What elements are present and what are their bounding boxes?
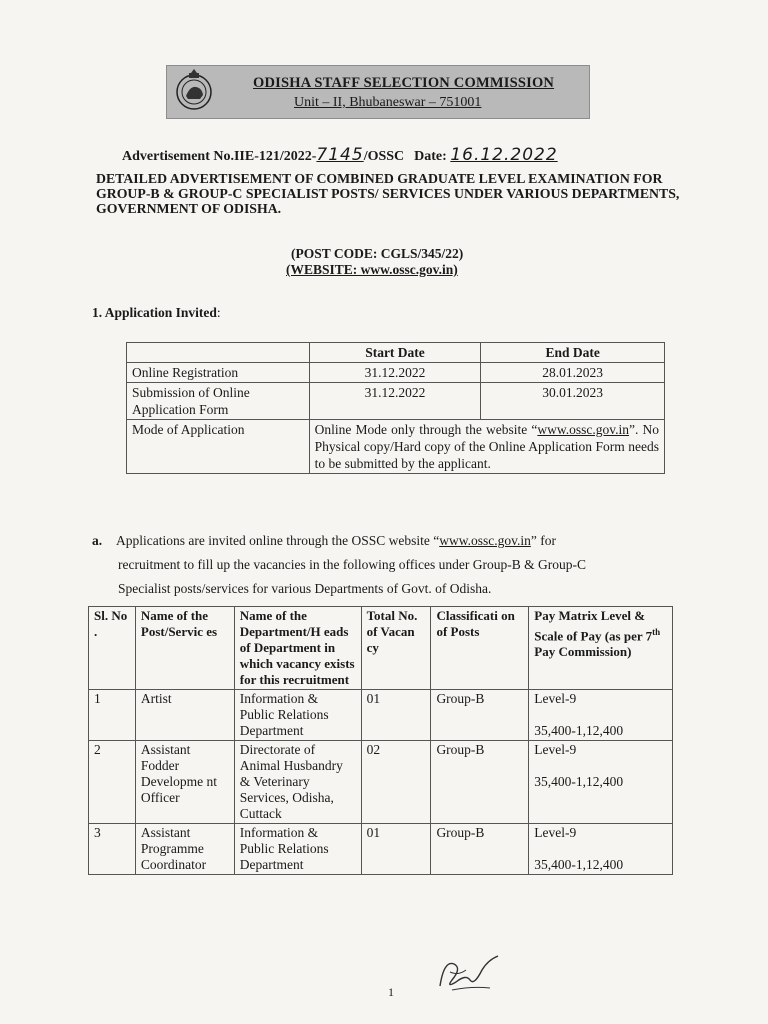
vacancy-table bbox=[88, 606, 673, 875]
schedule-end: 28.01.2023 bbox=[481, 363, 665, 383]
signature-icon bbox=[432, 950, 502, 996]
date-label: Date: bbox=[414, 149, 447, 164]
header-sl: Sl. No . bbox=[89, 607, 136, 690]
cell-post: Assistant Fodder Developme nt Officer bbox=[135, 741, 234, 824]
table-row bbox=[127, 363, 665, 383]
mode-text-start: Online Mode only through the website “ bbox=[314, 422, 538, 437]
schedule-end: 30.01.2023 bbox=[481, 383, 665, 420]
cell-pay-scale: 35,400-1,12,400 bbox=[534, 774, 624, 789]
schedule-label: Submission of Online Application Form bbox=[127, 383, 310, 420]
cell-total: 01 bbox=[361, 824, 431, 875]
schedule-header-blank bbox=[127, 343, 310, 363]
paragraph-a-line3: Specialist posts/services for various Departments of Govt. of Odisha. bbox=[118, 581, 492, 596]
organization-name: ODISHA STAFF SELECTION COMMISSION bbox=[253, 75, 555, 91]
header-pay-text: Pay Matrix Level & Scale of Pay (as per 7 bbox=[534, 608, 653, 644]
table-row bbox=[89, 824, 673, 875]
header-department: Name of the Department/H eads of Department in which vacancy exists for this recruitment bbox=[234, 607, 361, 690]
schedule-label: Online Registration bbox=[127, 363, 310, 383]
cell-department: Information & Public Relations Department bbox=[234, 690, 361, 741]
cell-pay-level: Level-9 bbox=[534, 742, 577, 757]
advertisement-label: Advertisement No.IIE-121/2022- bbox=[122, 149, 317, 164]
header-post: Name of the Post/Servic es bbox=[135, 607, 234, 690]
header-pay bbox=[529, 607, 673, 690]
mode-label: Mode of Application bbox=[127, 420, 310, 474]
cell-pay-level: Level-9 bbox=[534, 691, 577, 706]
section-heading-text: 1. Application Invited bbox=[92, 305, 217, 320]
odisha-emblem-icon bbox=[172, 69, 216, 113]
cell-classification: Group-B bbox=[431, 741, 529, 824]
header-total: Total No. of Vacan cy bbox=[361, 607, 431, 690]
advertisement-date: 16.12.2022 bbox=[450, 145, 558, 165]
schedule-start: 31.12.2022 bbox=[309, 383, 481, 420]
header-pay-text-end: Pay Commission) bbox=[534, 644, 632, 660]
cell-total: 01 bbox=[361, 690, 431, 741]
paragraph-a bbox=[92, 529, 692, 601]
organization-unit: Unit – II, Bhubaneswar – 751001 bbox=[294, 95, 482, 110]
cell-department: Directorate of Animal Husbandry & Veterinary Services, Odisha, Cuttack bbox=[234, 741, 361, 824]
cell-post: Artist bbox=[135, 690, 234, 741]
paragraph-a-line2: recruitment to fill up the vacancies in the following offices under Group-B & Group-C bbox=[118, 557, 587, 572]
mode-description bbox=[309, 420, 664, 474]
vacancy-header-row bbox=[89, 607, 673, 690]
schedule-header-end: End Date bbox=[481, 343, 665, 363]
table-row bbox=[89, 690, 673, 741]
cell-pay-scale: 35,400-1,12,400 bbox=[534, 857, 624, 872]
cell-classification: Group-B bbox=[431, 824, 529, 875]
cell-sl: 3 bbox=[89, 824, 136, 875]
paragraph-a-label: a. bbox=[92, 533, 103, 548]
post-code: (POST CODE: CGLS/345/22) bbox=[291, 246, 464, 261]
document-title: DETAILED ADVERTISEMENT OF COMBINED GRADUATE LEVEL EXAMINATION FOR GROUP-B & GROUP-C SPECIALIST POSTS/ SERVICES UNDER VARIOUS DEPARTMENTS, GOVERNMENT OF ODISHA. bbox=[96, 171, 680, 216]
schedule-header-start: Start Date bbox=[309, 343, 481, 363]
table-row bbox=[127, 383, 665, 420]
header-banner bbox=[166, 65, 590, 119]
cell-pay bbox=[529, 690, 673, 741]
table-row bbox=[127, 420, 665, 474]
cell-sl: 1 bbox=[89, 690, 136, 741]
schedule-start: 31.12.2022 bbox=[309, 363, 481, 383]
table-row bbox=[89, 741, 673, 824]
schedule-table bbox=[126, 342, 665, 474]
schedule-header-row bbox=[127, 343, 665, 363]
cell-total: 02 bbox=[361, 741, 431, 824]
cell-classification: Group-B bbox=[431, 690, 529, 741]
advertisement-line bbox=[122, 145, 558, 165]
paragraph-a-text-end: ” for bbox=[530, 533, 556, 548]
section-heading bbox=[92, 305, 221, 321]
mode-website-link[interactable]: www.ossc.gov.in bbox=[537, 422, 629, 437]
paragraph-a-text: Applications are invited online through the OSSC website “ bbox=[116, 533, 440, 548]
cell-department: Information & Public Relations Department bbox=[234, 824, 361, 875]
cell-sl: 2 bbox=[89, 741, 136, 824]
advertisement-number: 7145 bbox=[316, 145, 364, 165]
cell-pay bbox=[529, 824, 673, 875]
cell-pay bbox=[529, 741, 673, 824]
page-number: 1 bbox=[388, 985, 394, 999]
advertisement-suffix: /OSSC bbox=[363, 149, 405, 164]
website-link[interactable]: (WEBSITE: www.ossc.gov.in) bbox=[286, 262, 458, 277]
header-pay-sup: th bbox=[652, 627, 661, 637]
mode-text-end: ”. No Physical copy/Hard copy of the Online Application Form needs to be submitted by the applicant. bbox=[314, 422, 659, 471]
cell-pay-level: Level-9 bbox=[534, 825, 577, 840]
header-classification: Classificati on of Posts bbox=[431, 607, 529, 690]
paragraph-a-link[interactable]: www.ossc.gov.in bbox=[439, 533, 531, 548]
cell-post: Assistant Programme Coordinator bbox=[135, 824, 234, 875]
cell-pay-scale: 35,400-1,12,400 bbox=[534, 723, 624, 738]
section-heading-colon: : bbox=[216, 305, 221, 320]
